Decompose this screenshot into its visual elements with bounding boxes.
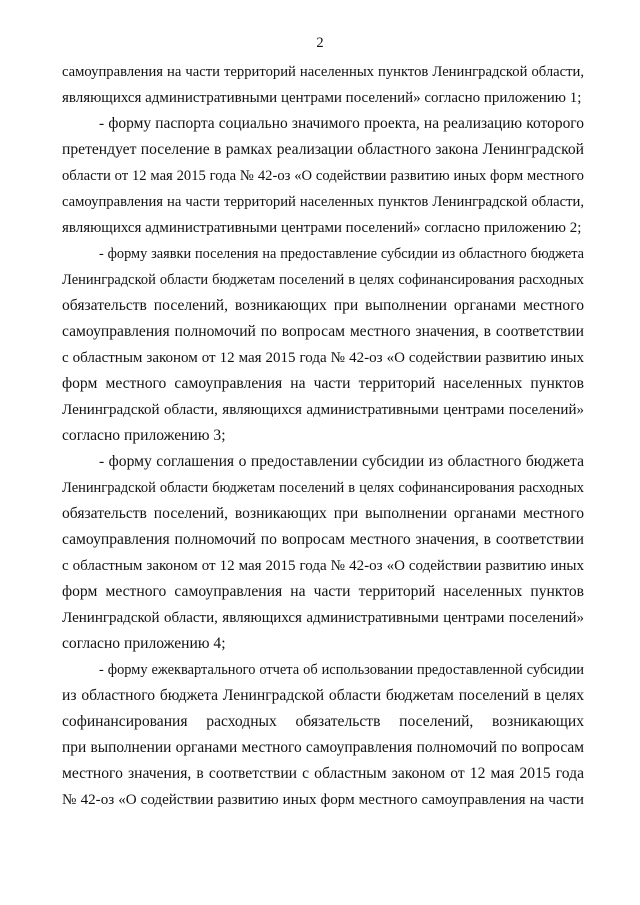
- paragraph-passport-form: [62, 111, 584, 241]
- text-line: - форму паспорта социально значимого проекта, на реализацию которого: [99, 115, 584, 132]
- paragraph-application-form: [62, 241, 584, 449]
- paragraph-report-form: [62, 657, 584, 813]
- text-line: самоуправления полномочий по вопросам местного значения, в соответствии: [62, 531, 584, 548]
- text-line: Ленинградской области бюджетам поселений в целях софинансирования расходных: [62, 480, 584, 496]
- text-line: форм местного самоуправления на части территорий населенных пунктов: [62, 583, 584, 600]
- text-line: Ленинградской области, являющихся административными центрами поселений»: [62, 402, 584, 418]
- paragraph-continuation: [62, 59, 584, 111]
- text-line: софинансирования расходных обязательств поселений, возникающих: [62, 713, 584, 730]
- text-line: области от 12 мая 2015 года № 42-оз «О содействии развитию иных форм местного: [62, 168, 584, 184]
- paragraph-agreement-form: [62, 449, 584, 657]
- text-line: с областным законом от 12 мая 2015 года № 42-оз «О содействии развитию иных: [62, 350, 584, 366]
- text-line: - форму заявки поселения на предоставление субсидии из областного бюджета: [99, 246, 584, 262]
- text-line: при выполнении органами местного самоуправления полномочий по вопросам: [62, 739, 584, 756]
- text-line: форм местного самоуправления на части территорий населенных пунктов: [62, 375, 584, 392]
- text-line: с областным законом от 12 мая 2015 года № 42-оз «О содействии развитию иных: [62, 558, 584, 574]
- text-line: обязательств поселений, возникающих при выполнении органами местного: [62, 505, 584, 522]
- text-line: № 42-оз «О содействии развитию иных форм местного самоуправления на части: [62, 792, 584, 808]
- text-line: обязательств поселений, возникающих при выполнении органами местного: [62, 297, 584, 314]
- text-line: местного значения, в соответствии с областным законом от 12 мая 2015 года: [62, 765, 584, 782]
- text-line: согласно приложению 3;: [62, 427, 226, 444]
- text-line: Ленинградской области, являющихся административными центрами поселений»: [62, 610, 584, 626]
- text-line: - форму соглашения о предоставлении субсидии из областного бюджета: [99, 453, 584, 470]
- text-line: согласно приложению 4;: [62, 635, 226, 652]
- text-line: Ленинградской области бюджетам поселений в целях софинансирования расходных: [62, 272, 584, 288]
- document-body: [62, 59, 584, 813]
- text-line: - форму ежеквартального отчета об использовании предоставленной субсидии: [99, 662, 584, 678]
- text-line: являющихся административными центрами поселений» согласно приложению 2;: [62, 220, 582, 236]
- text-line: самоуправления на части территорий населенных пунктов Ленинградской области,: [62, 64, 584, 80]
- text-line: самоуправления на части территорий населенных пунктов Ленинградской области,: [62, 194, 584, 210]
- text-line: претендует поселение в рамках реализации областного закона Ленинградской: [62, 141, 584, 158]
- page-number: 2: [316, 35, 324, 51]
- text-line: являющихся административными центрами поселений» согласно приложению 1;: [62, 90, 582, 106]
- text-line: самоуправления полномочий по вопросам местного значения, в соответствии: [62, 323, 584, 340]
- text-line: из областного бюджета Ленинградской области бюджетам поселений в целях: [62, 687, 584, 704]
